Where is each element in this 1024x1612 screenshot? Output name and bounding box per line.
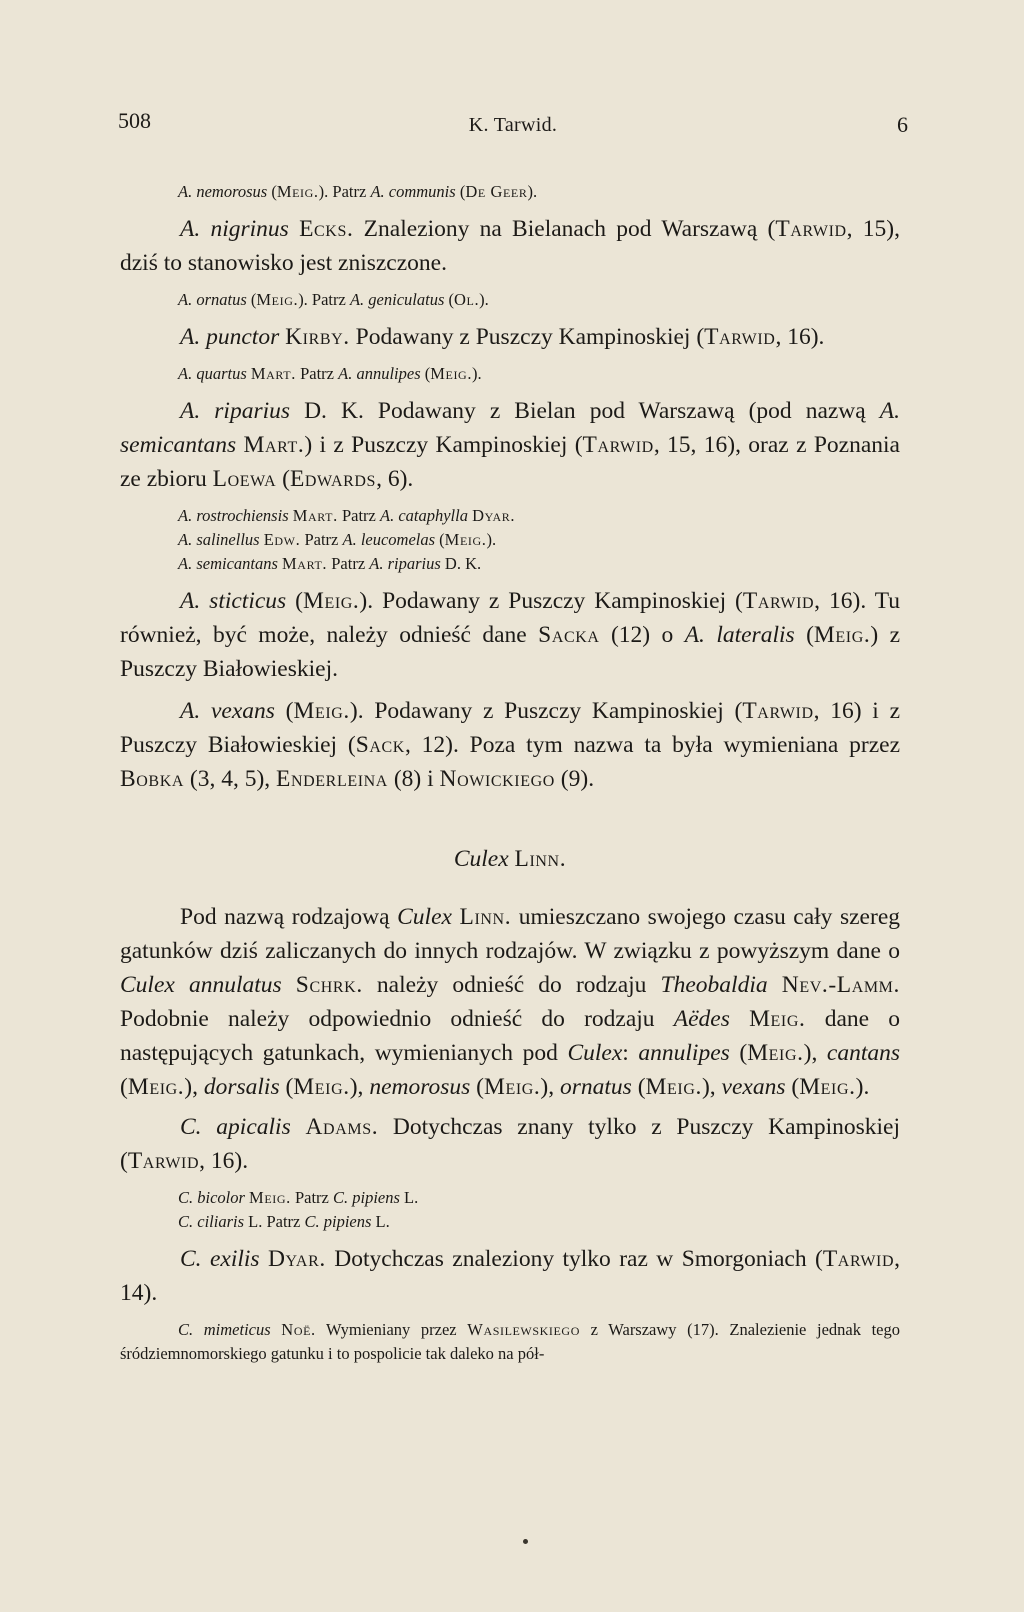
text-run: (9). [554,766,595,792]
text-run: ( [286,588,303,614]
entry-punctor [120,320,900,354]
text-run: ), [803,1040,827,1066]
text-run [452,904,460,930]
text-run: ( [435,530,445,549]
italic-text: Theobaldia [660,972,768,998]
author-name: Schrk. [295,972,363,998]
text-run: , 15, 16), oraz z Poznania ze zbioru [120,432,900,492]
text-run: Podawany z Puszczy Kampinoskiej ( [349,324,705,350]
signature-mark: 6 [897,112,908,137]
culex-entries [120,1110,900,1366]
italic-text: A. leucomelas [342,530,436,549]
author-name: Meig. [256,290,299,309]
author-name: Sack [355,732,405,758]
text-run: Znaleziony na Bielanach pod Warszawą ( [353,216,776,242]
text-run: ). Podawany z Puszczy Kampinoskiej ( [349,698,743,724]
italic-text: A. sticticus [180,588,287,614]
italic-text: C. apicalis [180,1114,291,1140]
author-name: Loewa [212,466,277,492]
author-name: Meig. [749,1006,806,1032]
entry-mimeticus [120,1318,900,1366]
author-name: Meig. [276,182,319,201]
italic-text: A. geniculatus [349,290,445,309]
entry-apicalis [120,1110,900,1178]
italic-text: Aëdes [673,1006,730,1032]
text-run: (8) i [387,766,440,792]
text-run: : [622,1040,639,1066]
italic-text: A. vexans [180,698,275,724]
italic-text: A. riparius [180,398,291,424]
italic-text: A. salinellus [178,530,260,549]
text-run: ). Patrz [318,182,371,201]
text-run: ). [472,364,482,383]
author-name: Tarwid [704,324,776,350]
entry-vexans [120,694,900,796]
text-run: Patrz [295,364,339,383]
text-run: ( [631,1074,646,1100]
author-name: Tarwid [822,1246,895,1272]
entry-sticticus [120,584,900,686]
text-run: ( [444,290,454,309]
italic-text: Culex [397,904,452,930]
italic-text: dorsalis [203,1074,280,1100]
text-run: L. [399,1188,419,1207]
italic-text: Culex [453,846,509,872]
text-run [282,972,296,998]
author-name: Meig. [799,1074,856,1100]
text-run: ). [479,290,489,309]
text-run: Wymieniany przez [315,1320,468,1339]
text-run: , 14). [120,1246,900,1306]
page-header [118,108,908,148]
italic-text: A. riparius [369,554,441,573]
text-run: ( [120,1074,128,1100]
text-run: dane o następujących gatunkach, wymienianych pod [120,1006,900,1066]
italic-text: annulipes [638,1040,730,1066]
text-run: ). Podawany z Puszczy Kampinoskiej ( [359,588,743,614]
italic-text: ornatus [560,1074,632,1100]
text-run: Dotychczas znany tylko z Puszczy Kampinoskiej ( [120,1114,900,1174]
author-name: Meig. [127,1074,185,1100]
entry-salinellus [120,528,900,552]
italic-text: A. lateralis [684,622,795,648]
text-run: Patrz [300,530,343,549]
author-name: Bobka [120,766,185,792]
text-run: (12) o [599,622,685,648]
text-run: ). [486,530,497,549]
text-run: Patrz [327,554,370,573]
italic-text: A. punctor [180,324,280,350]
italic-text: A. semicantans [178,554,278,573]
author-name: Mart. [292,506,338,525]
text-run: ( [470,1074,484,1100]
author-name: Linn. [459,904,512,930]
text-run: ( [420,364,431,383]
text-run: , 16). [775,324,825,350]
running-head: K. Tarwid. [468,114,558,136]
italic-text: A. annulipes [338,364,421,383]
author-name: Tarwid [127,1148,200,1174]
text-run: ( [794,622,814,648]
author-name: De Geer [465,182,528,201]
text-run: (3, 4, 5), [184,766,277,792]
author-name: Meig. [747,1040,804,1066]
author-name: Meig. [483,1074,541,1100]
italic-text: A. communis [370,182,456,201]
text-run: ). [527,182,538,201]
italic-text: C. exilis [180,1246,260,1272]
text-run: ( [785,1074,800,1100]
text-run: ), [184,1074,204,1100]
text-run [289,216,299,242]
author-name: Adams. [305,1114,379,1140]
italic-text: vexans [721,1074,786,1100]
text-run [236,432,243,458]
entry-rostrochiensis [120,504,900,528]
author-name: Meig. [813,622,871,648]
italic-text: A. quartus [178,364,247,383]
entry-bicolor [120,1186,900,1210]
author-name: Dyar. [472,506,516,525]
author-name: Edw. [263,530,301,549]
text-run: D. K. [440,554,482,573]
text-run: ( [279,1074,294,1100]
text-run: ), [349,1074,370,1100]
author-name: Meig. [444,530,487,549]
section-heading [120,842,900,876]
italic-text: A. nemorosus [178,182,268,201]
text-run: ( [267,182,277,201]
text-run: z Warszawy (17). Znalezienie jednak tego śródziemnomorskiego gatunku i to pospolicie tak daleko na pół- [120,1320,900,1363]
text-run: , 16). Tu również, być może, należy odnieść dane [120,588,900,648]
text-run: ), [540,1074,560,1100]
text-run: umieszczano swojego czasu cały szereg gatunków dziś zaliczanych do innych rodzajów. W związku z powyższym dane o [120,904,900,964]
entry-quartus [120,362,900,386]
entry-ornatus [120,288,900,312]
aedes-entries [120,180,900,796]
text-run [271,1320,282,1339]
author-name: Mart. [243,432,305,458]
author-name: Meig. [249,1188,291,1207]
entry-nigrinus [120,212,900,280]
author-name: Tarwid [742,588,815,614]
text-run: ). [855,1074,870,1100]
italic-text: cantans [826,1040,901,1066]
italic-text: C. mimeticus [178,1320,271,1339]
author-name: Tarwid [742,698,814,724]
italic-text: Culex annulatus [120,972,282,998]
italic-text: nemorosus [369,1074,471,1100]
text-run: , 6). [376,466,414,492]
italic-text: Culex [567,1040,623,1066]
author-name: Mart. [282,554,328,573]
text-run: Podobnie należy odpowiednio odnieść do rodzaju [120,1006,674,1032]
text-run [768,972,782,998]
author-name: Meig. [293,698,350,724]
italic-text: A. nigrinus [180,216,289,242]
text-run: L. [371,1212,390,1231]
entry-semicantans [120,552,900,576]
text-run: ( [729,1040,748,1066]
italic-text: C. bicolor [178,1188,245,1207]
text-run: ), [701,1074,722,1100]
author-name: Meig. [302,588,360,614]
text-run: ) z Puszczy Białowieskiej. [120,622,901,682]
text-run: Patrz [337,506,380,525]
author-name: Nev.-Lamm. [781,972,900,998]
author-name: Ecks. [299,216,354,242]
text-run: ( [274,698,294,724]
culex-intro-paragraph [120,900,900,1104]
text-run [730,1006,749,1032]
text-run: ) i z Puszczy Kampinoskiej ( [304,432,583,458]
text-run: należy odnieść do rodzaju [362,972,661,998]
text-run [291,1114,306,1140]
author-name: Ol. [454,290,480,309]
entry-nemorosus [120,180,900,204]
text-run: , 16) i z Puszczy Białowieskiej ( [120,698,900,758]
text-run: Dotychczas znaleziony tylko raz w Smorgoniach ( [325,1246,823,1272]
author-name: Meig. [430,364,473,383]
author-name: Enderleina [276,766,388,792]
text-run: , 12). Poza tym nazwa ta była wymieniana przez [404,732,900,758]
text-run: , 15), dziś to stanowisko jest zniszczone. [120,216,900,276]
text-run: L. Patrz [244,1212,305,1231]
text-run: Pod nazwą rodzajową [180,904,398,930]
text-run: Patrz [290,1188,333,1207]
italic-text: A. rostrochiensis [178,506,289,525]
entry-riparius [120,394,900,496]
author-name: Tarwid [775,216,847,242]
author-name: Meig. [293,1074,350,1100]
author-name: Mart. [250,364,296,383]
author-name: Nowickiego [439,766,555,792]
author-name: Tarwid [582,432,654,458]
author-name: Sacka [538,622,600,648]
ink-dot [523,1539,528,1544]
author-name: Wasilewskiego [467,1320,580,1339]
italic-text: A. semicantans [120,398,900,458]
author-name: Linn. [514,846,567,872]
italic-text: C. ciliaris [178,1212,245,1231]
author-name: Meig. [645,1074,702,1100]
text-run: ). Patrz [298,290,350,309]
author-name: Dyar. [267,1246,326,1272]
text-run: D. K. Podawany z Bielan pod Warszawą (pod nazwą [290,398,880,424]
page-number: 508 [118,108,151,133]
italic-text: A. cataphylla [379,506,468,525]
author-name: Edwards [289,466,377,492]
entry-exilis [120,1242,900,1310]
text-run: ( [276,466,290,492]
body-text [120,180,900,1366]
author-name: Kirby. [285,324,350,350]
text-run: ( [246,290,257,309]
text-run [260,1246,268,1272]
italic-text: A. ornatus [178,290,247,309]
italic-text: C. pipiens [304,1212,372,1231]
italic-text: C. pipiens [333,1188,400,1207]
entry-ciliaris [120,1210,900,1234]
text-run: ( [455,182,466,201]
text-run: , 16). [199,1148,249,1174]
author-name: Noë. [281,1320,316,1339]
